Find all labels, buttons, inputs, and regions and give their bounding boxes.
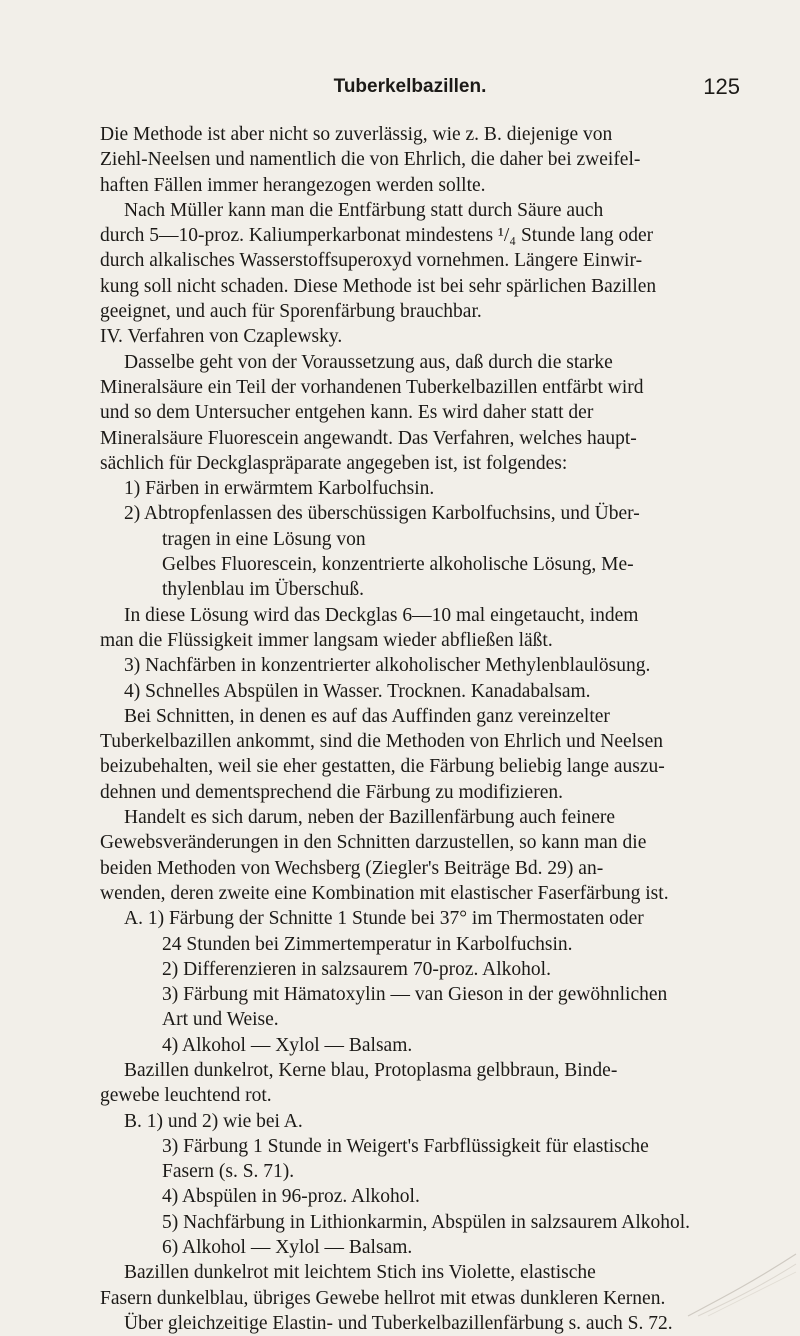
text-line: geeignet, und auch für Sporenfärbung brauchbar.: [100, 301, 482, 323]
text-line: IV. Verfahren von Czaplewsky.: [100, 326, 343, 348]
text-line: beiden Methoden von Wechsberg (Ziegler's Beiträge Bd. 29) an-: [100, 857, 604, 879]
text-line: 5) Nachfärbung in Lithionkarmin, Abspülen in salzsaurem Alkohol.: [162, 1211, 691, 1233]
text-line: Dasselbe geht von der Voraussetzung aus, daß durch die starke: [124, 351, 613, 373]
text-line: Gewebsveränderungen in den Schnitten darzustellen, so kann man die: [100, 832, 647, 854]
text-line: Nach Müller kann man die Entfärbung statt durch Säure auch: [124, 199, 604, 221]
page-header: [80, 74, 740, 108]
text-line: man die Flüssigkeit immer langsam wieder abfließen läßt.: [100, 629, 553, 651]
text-line: dehnen und dementsprechend die Färbung zu modifizieren.: [100, 781, 563, 803]
text-line: 24 Stunden bei Zimmertemperatur in Karbolfuchsin.: [162, 933, 573, 955]
text-line: 4) Alkohol — Xylol — Balsam.: [162, 1034, 413, 1056]
text-line: Mineralsäure ein Teil der vorhandenen Tuberkelbazillen entfärbt wird: [100, 376, 644, 398]
text-line: sächlich für Deckglaspräparate angegeben ist, ist folgendes:: [100, 452, 568, 474]
text-line: 4) Abspülen in 96-proz. Alkohol.: [162, 1186, 420, 1208]
text-line: Bazillen dunkelrot, Kerne blau, Protoplasma gelbbraun, Binde-: [124, 1059, 618, 1081]
text-line: Tuberkelbazillen ankommt, sind die Methoden von Ehrlich und Neelsen: [100, 731, 664, 753]
text-line: kung soll nicht schaden. Diese Methode ist bei sehr spärlichen Bazillen: [100, 275, 657, 297]
text-line: 2) Abtropfenlassen des überschüssigen Karbolfuchsins, und Über-: [124, 503, 640, 525]
text-line: 3) Nachfärben in konzentrierter alkoholischer Methylenblaulösung.: [124, 655, 651, 677]
text-line: thylenblau im Überschuß.: [162, 579, 364, 601]
text-line: und so dem Untersucher entgehen kann. Es wird daher statt der: [100, 402, 594, 424]
paper-crease-mark: [678, 1250, 798, 1318]
body-text: [100, 122, 750, 1336]
text-line: Bei Schnitten, in denen es auf das Auffinden ganz vereinzelter: [124, 705, 610, 727]
text-line: 4) Schnelles Abspülen in Wasser. Trocknen. Kanadabalsam.: [124, 680, 591, 702]
text-line: Ziehl-Neelsen und namentlich die von Ehrlich, die daher bei zweifel-: [100, 149, 641, 171]
text-line: tragen in eine Lösung von: [162, 528, 366, 550]
text-line: Handelt es sich darum, neben der Bazillenfärbung auch feinere: [124, 807, 616, 829]
text-line: A. 1) Färbung der Schnitte 1 Stunde bei 37° im Thermostaten oder: [124, 908, 644, 930]
text-line: Gelbes Fluorescein, konzentrierte alkoholische Lösung, Me-: [162, 554, 634, 576]
text-line: Art und Weise.: [162, 1009, 279, 1031]
text-line: gewebe leuchtend rot.: [100, 1085, 272, 1107]
text-line: 3) Färbung 1 Stunde in Weigert's Farbflüssigkeit für elastische: [162, 1135, 649, 1157]
text-line: 3) Färbung mit Hämatoxylin — van Gieson in der gewöhnlichen: [162, 984, 668, 1006]
text-line: beizubehalten, weil sie eher gestatten, die Färbung beliebig lange auszu-: [100, 756, 665, 778]
text-line: Die Methode ist aber nicht so zuverlässig, wie z. B. diejenige von: [100, 124, 613, 145]
page-number: 125: [703, 74, 740, 99]
text-line: Fasern (s. S. 71).: [162, 1161, 295, 1183]
text-line: haften Fällen immer herangezogen werden sollte.: [100, 174, 486, 196]
text-line: B. 1) und 2) wie bei A.: [124, 1110, 303, 1132]
text-line: durch alkalisches Wasserstoffsuperoxyd vornehmen. Längere Einwir-: [100, 250, 643, 272]
text-line: Bazillen dunkelrot mit leichtem Stich ins Violette, elastische: [124, 1262, 596, 1284]
text-line: Mineralsäure Fluorescein angewandt. Das Verfahren, welches haupt-: [100, 427, 637, 449]
text-line: In diese Lösung wird das Deckglas 6—10 mal eingetaucht, indem: [124, 604, 639, 626]
text-line: 6) Alkohol — Xylol — Balsam.: [162, 1237, 413, 1259]
text-line: 2) Differenzieren in salzsaurem 70-proz. Alkohol.: [162, 958, 551, 980]
text-line: Über gleichzeitige Elastin- und Tuberkelbazillenfärbung s. auch S. 72.: [124, 1312, 673, 1334]
text-line: durch 5—10-proz. Kaliumperkarbonat mindestens ¹/₄ Stunde lang oder: [100, 225, 654, 247]
running-head: Tuberkelbazillen.: [333, 76, 487, 97]
text-line: 1) Färben in erwärmtem Karbolfuchsin.: [124, 478, 435, 500]
text-line: Fasern dunkelblau, übriges Gewebe hellrot mit etwas dunkleren Kernen.: [100, 1287, 666, 1309]
text-line: wenden, deren zweite eine Kombination mit elastischer Faserfärbung ist.: [100, 882, 669, 904]
